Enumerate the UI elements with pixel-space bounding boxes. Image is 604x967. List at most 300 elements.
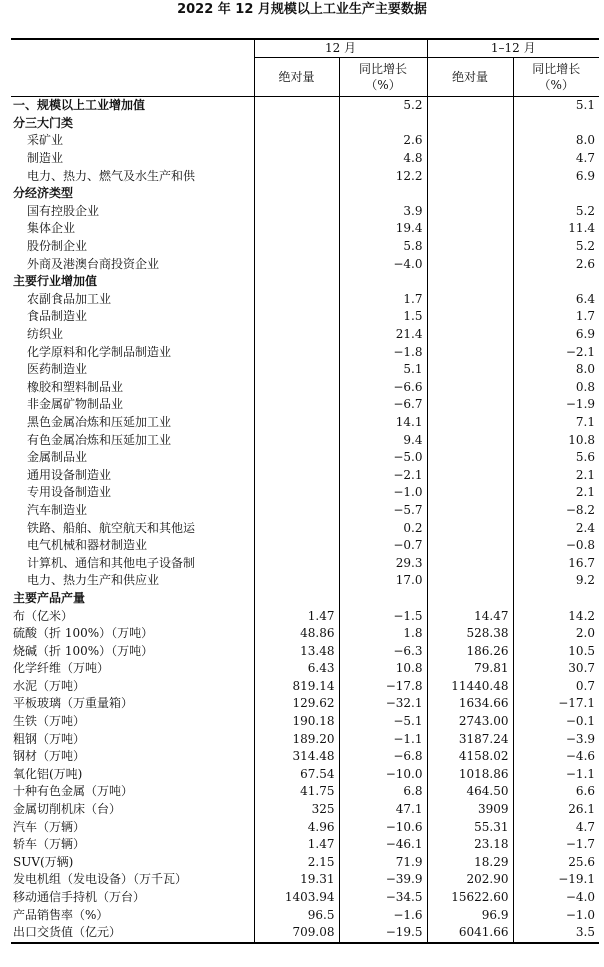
month-yoy: 19.4 — [339, 220, 427, 238]
row-label: 股份制企业 — [27, 239, 88, 254]
row-label: 采矿业 — [27, 133, 64, 148]
cumulative-yoy — [513, 273, 599, 291]
cumulative-absolute — [427, 572, 513, 590]
month-yoy: 14.1 — [339, 414, 427, 432]
month-absolute: 41.75 — [254, 783, 339, 801]
row-label: 纺织业 — [27, 327, 64, 342]
row-label: 国有控股企业 — [27, 203, 100, 218]
cumulative-yoy: −4.0 — [513, 889, 599, 907]
cumulative-absolute — [427, 220, 513, 238]
cumulative-yoy: −8.2 — [513, 502, 599, 520]
header-growth-line2: （%） — [538, 78, 574, 92]
header-cumulative: 1–12 月 — [427, 39, 599, 58]
cumulative-absolute — [427, 484, 513, 502]
table-row — [11, 150, 599, 168]
header-month-abs: 绝对量 — [254, 58, 339, 97]
month-absolute — [254, 519, 339, 537]
cumulative-absolute — [427, 590, 513, 608]
month-absolute — [254, 361, 339, 379]
month-absolute: 819.14 — [254, 678, 339, 696]
cumulative-yoy: 4.7 — [513, 818, 599, 836]
month-yoy: 9.4 — [339, 431, 427, 449]
cumulative-absolute: 464.50 — [427, 783, 513, 801]
header-growth-line1: 同比增长 — [358, 62, 407, 76]
row-label: 氧化铝(万吨) — [13, 766, 83, 781]
month-absolute — [254, 484, 339, 502]
row-label: 硫酸（折 100%）（万吨） — [13, 626, 154, 641]
row-label: 电力、热力生产和供应业 — [27, 573, 160, 588]
month-yoy: −19.5 — [339, 924, 427, 943]
row-label: 汽车制造业 — [27, 502, 88, 517]
table-row — [11, 396, 599, 414]
month-yoy: −6.8 — [339, 748, 427, 766]
table-row — [11, 889, 599, 907]
cumulative-absolute — [427, 115, 513, 133]
cumulative-absolute: 186.26 — [427, 642, 513, 660]
cumulative-absolute — [427, 273, 513, 291]
row-label: 化学纤维（万吨） — [13, 661, 110, 676]
cumulative-yoy: 14.2 — [513, 607, 599, 625]
row-label: SUV(万辆) — [13, 854, 74, 869]
cumulative-absolute — [427, 326, 513, 344]
row-label: 橡胶和塑料制品业 — [27, 379, 124, 394]
cumulative-yoy: 8.0 — [513, 361, 599, 379]
month-absolute — [254, 431, 339, 449]
header-cum-growth — [513, 58, 599, 97]
industrial-data-table — [11, 38, 599, 944]
month-yoy: 5.2 — [339, 97, 427, 115]
cumulative-yoy: −0.1 — [513, 713, 599, 731]
table-row — [11, 801, 599, 819]
cumulative-absolute: 15622.60 — [427, 889, 513, 907]
month-absolute: 1403.94 — [254, 889, 339, 907]
cumulative-absolute: 3909 — [427, 801, 513, 819]
cumulative-absolute: 79.81 — [427, 660, 513, 678]
cumulative-yoy: −17.1 — [513, 695, 599, 713]
cumulative-yoy: 1.7 — [513, 308, 599, 326]
cumulative-yoy: 6.9 — [513, 167, 599, 185]
cumulative-yoy: 6.4 — [513, 291, 599, 309]
cumulative-absolute — [427, 414, 513, 432]
month-absolute — [254, 185, 339, 203]
month-absolute: 19.31 — [254, 871, 339, 889]
month-yoy — [339, 185, 427, 203]
cumulative-absolute: 6041.66 — [427, 924, 513, 943]
cumulative-absolute — [427, 132, 513, 150]
month-yoy: 1.8 — [339, 625, 427, 643]
month-yoy: −6.7 — [339, 396, 427, 414]
row-label: 食品制造业 — [27, 309, 88, 324]
cumulative-absolute — [427, 343, 513, 361]
table-row — [11, 537, 599, 555]
table-row — [11, 572, 599, 590]
cumulative-absolute: 4158.02 — [427, 748, 513, 766]
month-yoy: 6.8 — [339, 783, 427, 801]
month-yoy: −10.6 — [339, 818, 427, 836]
table-row — [11, 291, 599, 309]
cumulative-yoy: 0.7 — [513, 678, 599, 696]
month-yoy: 21.4 — [339, 326, 427, 344]
row-label: 非金属矿物制品业 — [27, 397, 124, 412]
row-label: 主要行业增加值 — [13, 274, 98, 289]
row-label: 电气机械和器材制造业 — [27, 538, 148, 553]
row-label: 产品销售率（%） — [13, 907, 109, 922]
table-body — [11, 97, 599, 943]
table-row — [11, 818, 599, 836]
row-label: 金属切削机床（台） — [13, 802, 122, 817]
cumulative-absolute — [427, 238, 513, 256]
month-yoy — [339, 590, 427, 608]
month-absolute: 4.96 — [254, 818, 339, 836]
cumulative-yoy: 10.8 — [513, 431, 599, 449]
cumulative-yoy: 25.6 — [513, 854, 599, 872]
month-absolute — [254, 273, 339, 291]
cumulative-yoy: 5.6 — [513, 449, 599, 467]
cumulative-yoy: −19.1 — [513, 871, 599, 889]
month-absolute — [254, 203, 339, 221]
month-absolute — [254, 466, 339, 484]
row-label: 钢材（万吨） — [13, 749, 86, 764]
row-label: 分三大门类 — [13, 115, 74, 130]
cumulative-yoy: 2.1 — [513, 484, 599, 502]
month-yoy: 1.5 — [339, 308, 427, 326]
row-label: 平板玻璃（万重量箱） — [13, 696, 134, 711]
row-label: 黑色金属冶炼和压延加工业 — [27, 414, 172, 429]
table-row — [11, 97, 599, 115]
header-month-growth — [339, 58, 427, 97]
row-label: 有色金属冶炼和压延加工业 — [27, 432, 172, 447]
table-row — [11, 748, 599, 766]
cumulative-yoy: −1.0 — [513, 906, 599, 924]
cumulative-yoy: −3.9 — [513, 730, 599, 748]
cumulative-absolute: 18.29 — [427, 854, 513, 872]
row-label: 化学原料和化学制品制造业 — [27, 344, 172, 359]
cumulative-absolute: 1634.66 — [427, 695, 513, 713]
row-label: 农副食品加工业 — [27, 291, 112, 306]
month-yoy: −17.8 — [339, 678, 427, 696]
month-absolute — [254, 449, 339, 467]
month-absolute: 48.86 — [254, 625, 339, 643]
month-absolute — [254, 150, 339, 168]
table-row — [11, 343, 599, 361]
cumulative-absolute: 96.9 — [427, 906, 513, 924]
table-row — [11, 854, 599, 872]
month-yoy: −46.1 — [339, 836, 427, 854]
table-row — [11, 642, 599, 660]
cumulative-absolute — [427, 361, 513, 379]
row-label: 计算机、通信和其他电子设备制 — [27, 555, 196, 570]
cumulative-yoy: 10.5 — [513, 642, 599, 660]
row-label: 电力、热力、燃气及水生产和供 — [27, 168, 196, 183]
month-absolute — [254, 115, 339, 133]
table-row — [11, 379, 599, 397]
row-label: 发电机组（发电设备）（万千瓦） — [13, 872, 188, 887]
month-yoy: −10.0 — [339, 766, 427, 784]
table-row — [11, 607, 599, 625]
cumulative-yoy: 6.9 — [513, 326, 599, 344]
cumulative-yoy: 30.7 — [513, 660, 599, 678]
month-yoy: −4.0 — [339, 255, 427, 273]
cumulative-absolute — [427, 291, 513, 309]
month-absolute — [254, 326, 339, 344]
table-row — [11, 906, 599, 924]
row-label: 医药制造业 — [27, 362, 88, 377]
cumulative-yoy: 16.7 — [513, 554, 599, 572]
cumulative-absolute — [427, 167, 513, 185]
month-yoy: −1.6 — [339, 906, 427, 924]
table-row — [11, 185, 599, 203]
header-growth-line2: （%） — [365, 78, 401, 92]
table-row — [11, 783, 599, 801]
cumulative-yoy: 0.8 — [513, 379, 599, 397]
month-yoy: −34.5 — [339, 889, 427, 907]
table-row — [11, 255, 599, 273]
row-label: 集体企业 — [27, 221, 76, 236]
month-absolute: 67.54 — [254, 766, 339, 784]
month-yoy: −5.0 — [339, 449, 427, 467]
month-absolute — [254, 414, 339, 432]
month-yoy: −5.7 — [339, 502, 427, 520]
cumulative-yoy: 8.0 — [513, 132, 599, 150]
row-label: 粗钢（万吨） — [13, 731, 86, 746]
table-row — [11, 484, 599, 502]
month-absolute — [254, 255, 339, 273]
month-yoy: 12.2 — [339, 167, 427, 185]
table-row — [11, 132, 599, 150]
table-row — [11, 678, 599, 696]
cumulative-yoy: −4.6 — [513, 748, 599, 766]
table-row — [11, 660, 599, 678]
month-absolute — [254, 343, 339, 361]
month-absolute — [254, 238, 339, 256]
cumulative-absolute — [427, 379, 513, 397]
cumulative-yoy: −1.9 — [513, 396, 599, 414]
row-label: 水泥（万吨） — [13, 678, 86, 693]
row-label: 分经济类型 — [13, 186, 74, 201]
month-absolute: 129.62 — [254, 695, 339, 713]
cumulative-yoy: 3.5 — [513, 924, 599, 943]
row-label: 铁路、船舶、航空航天和其他运 — [27, 520, 196, 535]
month-absolute: 1.47 — [254, 836, 339, 854]
row-label: 一、规模以上工业增加值 — [13, 98, 146, 113]
cumulative-absolute — [427, 203, 513, 221]
cumulative-yoy — [513, 115, 599, 133]
month-absolute: 190.18 — [254, 713, 339, 731]
month-absolute — [254, 291, 339, 309]
month-absolute: 96.5 — [254, 906, 339, 924]
month-yoy: 71.9 — [339, 854, 427, 872]
month-yoy: −6.6 — [339, 379, 427, 397]
month-yoy: −5.1 — [339, 713, 427, 731]
month-yoy — [339, 115, 427, 133]
month-absolute — [254, 308, 339, 326]
cumulative-absolute: 2743.00 — [427, 713, 513, 731]
row-label: 布（亿米） — [13, 608, 74, 623]
month-absolute: 2.15 — [254, 854, 339, 872]
month-absolute: 709.08 — [254, 924, 339, 943]
month-absolute — [254, 502, 339, 520]
cumulative-absolute — [427, 519, 513, 537]
month-absolute: 314.48 — [254, 748, 339, 766]
table-row — [11, 167, 599, 185]
table-row — [11, 695, 599, 713]
table-row — [11, 238, 599, 256]
table-row — [11, 361, 599, 379]
month-yoy: 0.2 — [339, 519, 427, 537]
month-yoy: −39.9 — [339, 871, 427, 889]
month-absolute: 325 — [254, 801, 339, 819]
row-label: 主要产品产量 — [13, 590, 86, 605]
table-row — [11, 115, 599, 133]
cumulative-absolute — [427, 502, 513, 520]
cumulative-absolute — [427, 185, 513, 203]
month-absolute — [254, 572, 339, 590]
row-label: 烧碱（折 100%）（万吨） — [13, 643, 154, 658]
cumulative-yoy: 26.1 — [513, 801, 599, 819]
cumulative-yoy: 6.6 — [513, 783, 599, 801]
month-yoy: 17.0 — [339, 572, 427, 590]
row-label: 通用设备制造业 — [27, 467, 112, 482]
cumulative-yoy: 11.4 — [513, 220, 599, 238]
month-yoy: −1.8 — [339, 343, 427, 361]
month-yoy: −0.7 — [339, 537, 427, 555]
table-row — [11, 590, 599, 608]
cumulative-yoy: 5.2 — [513, 238, 599, 256]
table-row — [11, 519, 599, 537]
table-row — [11, 220, 599, 238]
month-yoy: −1.0 — [339, 484, 427, 502]
cumulative-yoy: 2.1 — [513, 466, 599, 484]
month-yoy: −2.1 — [339, 466, 427, 484]
month-yoy: 5.1 — [339, 361, 427, 379]
cumulative-absolute — [427, 255, 513, 273]
table-row — [11, 713, 599, 731]
row-label: 外商及港澳台商投资企业 — [27, 256, 160, 271]
cumulative-absolute: 14.47 — [427, 607, 513, 625]
month-absolute — [254, 537, 339, 555]
table-row — [11, 273, 599, 291]
cumulative-absolute: 23.18 — [427, 836, 513, 854]
table-row — [11, 924, 599, 943]
cumulative-absolute — [427, 466, 513, 484]
month-absolute: 6.43 — [254, 660, 339, 678]
cumulative-yoy: 5.2 — [513, 203, 599, 221]
table-row — [11, 730, 599, 748]
cumulative-yoy: 7.1 — [513, 414, 599, 432]
header-blank — [11, 39, 254, 97]
page-title: 2022 年 12 月规模以上工业生产主要数据 — [177, 2, 427, 17]
header-growth-line1: 同比增长 — [532, 62, 581, 76]
header-cum-abs: 绝对量 — [427, 58, 513, 97]
month-yoy: 1.7 — [339, 291, 427, 309]
row-label: 生铁（万吨） — [13, 714, 86, 729]
month-yoy: −32.1 — [339, 695, 427, 713]
month-yoy: 10.8 — [339, 660, 427, 678]
month-absolute — [254, 396, 339, 414]
cumulative-absolute — [427, 554, 513, 572]
table-row — [11, 308, 599, 326]
cumulative-absolute — [427, 308, 513, 326]
table-row — [11, 203, 599, 221]
cumulative-absolute: 528.38 — [427, 625, 513, 643]
month-absolute — [254, 220, 339, 238]
month-absolute — [254, 167, 339, 185]
month-yoy: −1.5 — [339, 607, 427, 625]
cumulative-yoy: −0.8 — [513, 537, 599, 555]
cumulative-yoy: 9.2 — [513, 572, 599, 590]
table-row — [11, 836, 599, 854]
table-row — [11, 502, 599, 520]
row-label: 金属制品业 — [27, 450, 88, 465]
cumulative-yoy: 2.0 — [513, 625, 599, 643]
cumulative-absolute — [427, 537, 513, 555]
row-label: 十种有色金属（万吨） — [13, 784, 134, 799]
month-yoy — [339, 273, 427, 291]
cumulative-yoy: −1.1 — [513, 766, 599, 784]
month-yoy: 2.6 — [339, 132, 427, 150]
table-row — [11, 871, 599, 889]
row-label: 移动通信手持机（万台） — [13, 890, 146, 905]
cumulative-absolute: 202.90 — [427, 871, 513, 889]
month-yoy: 47.1 — [339, 801, 427, 819]
month-absolute — [254, 590, 339, 608]
table-row — [11, 625, 599, 643]
cumulative-absolute — [427, 431, 513, 449]
table-row — [11, 414, 599, 432]
month-absolute — [254, 554, 339, 572]
cumulative-absolute: 11440.48 — [427, 678, 513, 696]
cumulative-absolute — [427, 449, 513, 467]
cumulative-absolute — [427, 396, 513, 414]
cumulative-absolute — [427, 97, 513, 115]
month-absolute: 13.48 — [254, 642, 339, 660]
month-yoy: 3.9 — [339, 203, 427, 221]
cumulative-yoy — [513, 590, 599, 608]
month-absolute — [254, 97, 339, 115]
table-row — [11, 766, 599, 784]
cumulative-yoy: 5.1 — [513, 97, 599, 115]
row-label: 专用设备制造业 — [27, 485, 112, 500]
month-absolute: 1.47 — [254, 607, 339, 625]
month-yoy: −6.3 — [339, 642, 427, 660]
cumulative-absolute: 3187.24 — [427, 730, 513, 748]
cumulative-absolute: 1018.86 — [427, 766, 513, 784]
month-yoy: 4.8 — [339, 150, 427, 168]
month-yoy: −1.1 — [339, 730, 427, 748]
month-absolute — [254, 379, 339, 397]
table-row — [11, 449, 599, 467]
table-row — [11, 554, 599, 572]
row-label: 汽车（万辆） — [13, 819, 86, 834]
row-label: 制造业 — [27, 151, 64, 166]
row-label: 出口交货值（亿元） — [11, 924, 254, 943]
cumulative-yoy: 2.6 — [513, 255, 599, 273]
table-row — [11, 466, 599, 484]
cumulative-yoy — [513, 185, 599, 203]
row-label: 轿车（万辆） — [13, 837, 86, 852]
month-absolute — [254, 132, 339, 150]
cumulative-yoy: 2.4 — [513, 519, 599, 537]
month-absolute: 189.20 — [254, 730, 339, 748]
month-yoy: 5.8 — [339, 238, 427, 256]
header-month: 12 月 — [254, 39, 427, 58]
cumulative-absolute — [427, 150, 513, 168]
table-row — [11, 431, 599, 449]
cumulative-yoy: −2.1 — [513, 343, 599, 361]
month-yoy: 29.3 — [339, 554, 427, 572]
cumulative-yoy: −1.7 — [513, 836, 599, 854]
cumulative-yoy: 4.7 — [513, 150, 599, 168]
